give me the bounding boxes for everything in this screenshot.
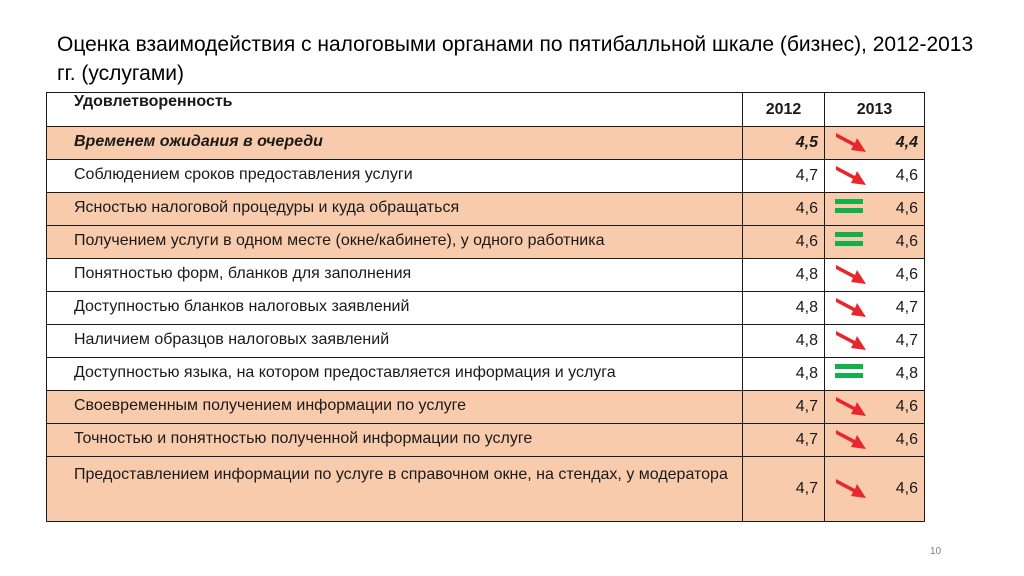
- table-row: [47, 127, 925, 160]
- row-label: Предоставлением информации по услуге в справочном окне, на стендах, у модератора: [47, 457, 743, 522]
- down-arrow-icon: [835, 259, 875, 287]
- table-header-row: [47, 93, 925, 127]
- value-2013: 4,6: [895, 266, 918, 283]
- table-row: [47, 160, 925, 193]
- down-arrow-icon: [835, 160, 875, 188]
- header-2013: 2013: [825, 93, 925, 127]
- row-label: Временем ожидания в очереди: [47, 127, 743, 160]
- table-row: [47, 292, 925, 325]
- value-2012: 4,5: [743, 127, 825, 160]
- down-arrow-icon: [835, 473, 875, 501]
- row-label: Доступностью бланков налоговых заявлений: [47, 292, 743, 325]
- down-arrow-icon: [835, 424, 875, 452]
- value-2012: 4,6: [743, 226, 825, 259]
- value-2012: 4,8: [743, 358, 825, 391]
- down-arrow-icon: [835, 127, 875, 155]
- value-2013: 4,6: [895, 233, 918, 250]
- row-label: Ясностью налоговой процедуры и куда обращаться: [47, 193, 743, 226]
- header-2012: 2012: [743, 93, 825, 127]
- value-2012: 4,6: [743, 193, 825, 226]
- value-2012: 4,8: [743, 325, 825, 358]
- value-2012: 4,8: [743, 292, 825, 325]
- value-2012: 4,7: [743, 457, 825, 522]
- value-2013: 4,7: [895, 299, 918, 316]
- value-2013: 4,4: [895, 134, 918, 151]
- value-2013: 4,6: [895, 398, 918, 415]
- row-label: Точностью и понятностью полученной информации по услуге: [47, 424, 743, 457]
- row-label: Своевременным получением информации по услуге: [47, 391, 743, 424]
- row-label: Наличием образцов налоговых заявлений: [47, 325, 743, 358]
- table-row: [47, 391, 925, 424]
- value-2012: 4,7: [743, 424, 825, 457]
- value-2012: 4,7: [743, 391, 825, 424]
- page-number: 10: [930, 546, 942, 557]
- equals-icon: [835, 232, 863, 248]
- row-label: Соблюдением сроков предоставления услуги: [47, 160, 743, 193]
- value-2013: 4,6: [895, 431, 918, 448]
- value-2013: 4,6: [895, 200, 918, 217]
- table-row: [47, 424, 925, 457]
- row-label: Понятностью форм, бланков для заполнения: [47, 259, 743, 292]
- value-2013: 4,7: [895, 332, 918, 349]
- equals-icon: [835, 364, 863, 380]
- down-arrow-icon: [835, 292, 875, 320]
- table-row: [47, 226, 925, 259]
- value-2013: 4,6: [895, 480, 918, 497]
- equals-icon: [835, 199, 863, 215]
- header-label: Удовлетворенность: [47, 93, 743, 127]
- table-row: [47, 193, 925, 226]
- table-row: [47, 457, 925, 522]
- value-2012: 4,8: [743, 259, 825, 292]
- table-row: [47, 358, 925, 391]
- slide-title: Оценка взаимодействия с налоговыми органами по пятибалльной шкале (бизнес), 2012-2013 гг. (услугами): [57, 33, 974, 85]
- row-label: Получением услуги в одном месте (окне/кабинете), у одного работника: [47, 226, 743, 259]
- value-2013: 4,6: [895, 167, 918, 184]
- table-row: [47, 259, 925, 292]
- down-arrow-icon: [835, 391, 875, 419]
- down-arrow-icon: [835, 325, 875, 353]
- row-label: Доступностью языка, на котором предоставляется информация и услуга: [47, 358, 743, 391]
- satisfaction-table: [46, 92, 925, 522]
- value-2012: 4,7: [743, 160, 825, 193]
- value-2013: 4,8: [895, 365, 918, 382]
- table-row: [47, 325, 925, 358]
